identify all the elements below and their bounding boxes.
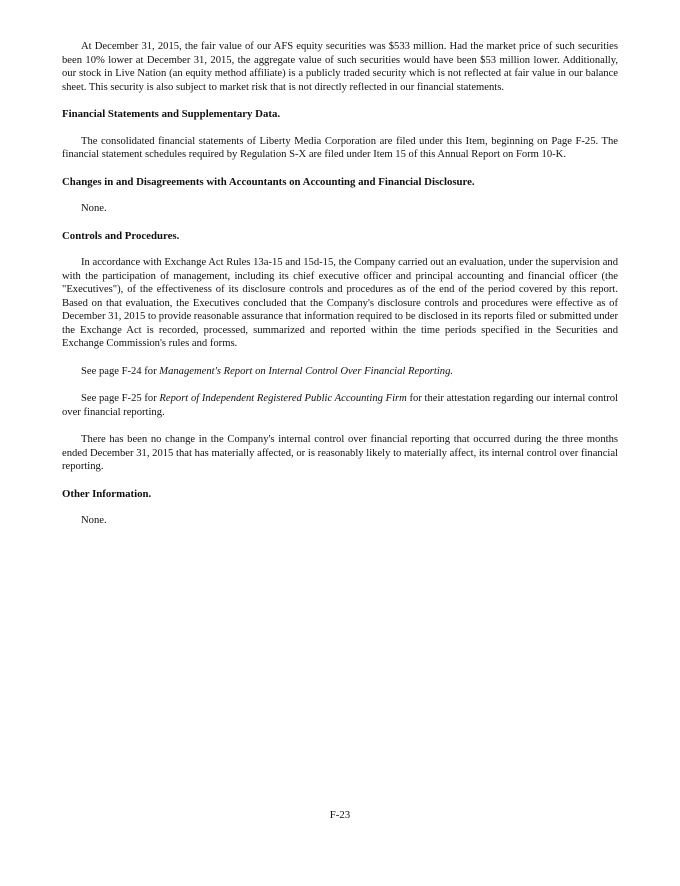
see-page-f25-prefix: See page F-25 for bbox=[81, 393, 160, 404]
afs-market-risk-paragraph: At December 31, 2015, the fair value of our AFS equity securities was $533 million. Had the market price of such securities been 10% lower at December 31, 2015, the aggregate value of such securities would have been $53 million lower. Additionally, our stock in Live Nation (an equity method affiliate) is a publicly traded security which is not reflected at fair value in our balance sheet. This security is also subject to market risk that is not directly reflected in our financial statements. bbox=[62, 41, 618, 93]
financial-statements-heading: Financial Statements and Supplementary Data. bbox=[62, 108, 281, 120]
changes-disagreements-body: None. bbox=[81, 203, 107, 214]
management-report-title: Management's Report on Internal Control Over Financial Reporting. bbox=[159, 365, 454, 377]
page-number: F-23 bbox=[329, 809, 351, 821]
other-information-body: None. bbox=[81, 515, 107, 526]
controls-procedures-heading: Controls and Procedures. bbox=[62, 229, 180, 242]
document-page bbox=[62, 40, 618, 528]
controls-procedures-paragraph: In accordance with Exchange Act Rules 13a-15 and 15d-15, the Company carried out an evaluation, under the supervision and with the participation of management, including its chief executive officer and principal accounting and financial officer (the "Executives"), of the effectiveness of its disclosure controls and procedures as of the end of the period covered by this report. Based on that evaluation, the Executives concluded that the Company's disclosure controls and procedures were effective as of December 31, 2015 to provide reasonable assurance that information required to be disclosed in its reports filed or submitted under the Exchange Act is recorded, processed, summarized and reported within the time periods specified in the Securities and Exchange Commission's rules and forms. bbox=[62, 257, 619, 349]
changes-disagreements-heading: Changes in and Disagreements with Accountants on Accounting and Financial Disclosure. bbox=[62, 175, 475, 188]
see-page-f24-paragraph bbox=[62, 365, 618, 379]
see-page-f25-paragraph bbox=[62, 392, 618, 419]
see-page-f24-prefix: See page F-24 for bbox=[81, 365, 160, 377]
see-page-f25-suffix: for their attestation regarding our internal control over financial reporting. bbox=[62, 393, 618, 418]
auditor-report-title: Report of Independent Registered Public Accounting Firm bbox=[159, 393, 407, 404]
no-change-paragraph: There has been no change in the Company's internal control over financial reporting that occurred during the three months ended December 31, 2015 that has materially affected, or is reasonably likely to materially affect, its internal control over financial reporting. bbox=[62, 434, 618, 472]
other-information-heading: Other Information. bbox=[62, 487, 152, 500]
financial-statements-paragraph: The consolidated financial statements of Liberty Media Corporation are filed under this Item, beginning on Page F-25. The financial statement schedules required by Regulation S-X are filed under Item 15 of this Annual Report on Form 10-K. bbox=[62, 135, 618, 160]
